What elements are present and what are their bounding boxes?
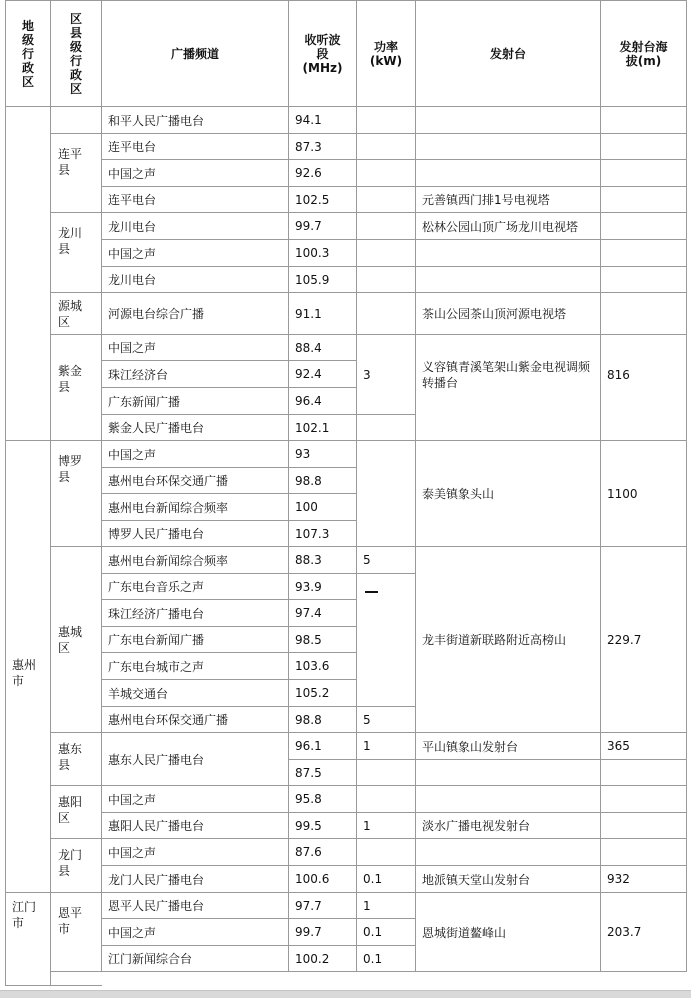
channel-cell: 江门新闻综合台	[102, 946, 289, 972]
freq-cell: 88.4	[289, 335, 357, 361]
freq-cell: 102.1	[289, 415, 357, 441]
altitude-cell: 932	[601, 866, 687, 893]
channel-cell: 中国之声	[102, 335, 289, 361]
channel-cell: 河源电台综合广播	[102, 293, 289, 335]
channel-cell: 广东电台城市之声	[102, 653, 289, 680]
station-cell: 茶山公园茶山顶河源电视塔	[416, 293, 601, 335]
power-cell: 5	[357, 707, 416, 733]
channel-cell: 中国之声	[102, 441, 289, 468]
power-cell: 0.1	[357, 866, 416, 893]
station-cell: 泰美镇象头山	[416, 441, 601, 547]
table-row	[6, 733, 687, 760]
channel-cell: 广东电台音乐之声	[102, 574, 289, 600]
county-cell-boluo: 博罗 县	[51, 441, 102, 547]
header-channel: 广播频道	[102, 1, 289, 107]
freq-cell: 97.4	[289, 600, 357, 627]
altitude-cell: 229.7	[601, 547, 687, 733]
power-cell: 1	[357, 813, 416, 839]
freq-cell: 97.7	[289, 893, 357, 919]
freq-cell: 99.7	[289, 213, 357, 240]
freq-cell: 100	[289, 494, 357, 521]
table-row	[6, 441, 687, 468]
power-cell-dash	[357, 574, 416, 707]
freq-cell: 100.6	[289, 866, 357, 893]
freq-cell: 99.7	[289, 919, 357, 946]
altitude-cell: 203.7	[601, 893, 687, 972]
header-power: 功率 (kW)	[357, 1, 416, 107]
county-cell-enping: 恩平 市	[51, 893, 102, 972]
table-row	[6, 267, 687, 293]
table-row	[6, 786, 687, 813]
freq-cell: 96.4	[289, 388, 357, 415]
channel-cell: 和平人民广播电台	[102, 107, 289, 134]
channel-cell: 龙川电台	[102, 213, 289, 240]
freq-cell: 88.3	[289, 547, 357, 574]
table-row	[6, 866, 687, 893]
channel-cell: 惠州电台环保交通广播	[102, 468, 289, 494]
county-cell-huidong: 惠东 县	[51, 733, 102, 786]
table-row	[6, 839, 687, 866]
region-cell-huizhou: 惠州 市	[6, 441, 51, 893]
table-row	[6, 293, 687, 335]
altitude-cell: 365	[601, 733, 687, 760]
table-row	[6, 107, 687, 134]
channel-cell: 羊城交通台	[102, 680, 289, 707]
header-altitude: 发射台海 拔(m)	[601, 1, 687, 107]
broadcast-table	[5, 0, 687, 986]
channel-cell: 龙川电台	[102, 267, 289, 293]
altitude-cell: 816	[601, 335, 687, 441]
channel-cell: 龙门人民广播电台	[102, 866, 289, 893]
freq-cell: 99.5	[289, 813, 357, 839]
county-cell-longchuan: 龙川 县	[51, 213, 102, 293]
header-region: 地 级 行 政 区	[6, 1, 51, 107]
header-station: 发射台	[416, 1, 601, 107]
table-row	[6, 160, 687, 187]
table-row	[6, 813, 687, 839]
channel-cell: 广东电台新闻广播	[102, 627, 289, 653]
header-freq: 收听波 段 (MHz)	[289, 1, 357, 107]
county-cell-lianping: 连平 县	[51, 134, 102, 213]
channel-cell: 恩平人民广播电台	[102, 893, 289, 919]
table-row	[6, 240, 687, 267]
channel-cell: 惠东人民广播电台	[102, 733, 289, 786]
freq-cell: 87.6	[289, 839, 357, 866]
freq-cell: 105.2	[289, 680, 357, 707]
channel-cell: 博罗人民广播电台	[102, 521, 289, 547]
channel-cell: 中国之声	[102, 839, 289, 866]
freq-cell: 98.5	[289, 627, 357, 653]
header-row	[6, 1, 687, 107]
table-row	[6, 335, 687, 361]
station-cell: 松林公园山顶广场龙川电视塔	[416, 213, 601, 240]
freq-cell: 93.9	[289, 574, 357, 600]
freq-cell: 107.3	[289, 521, 357, 547]
county-cell-huiyang: 惠阳 区	[51, 786, 102, 839]
freq-cell: 96.1	[289, 733, 357, 760]
freq-cell: 91.1	[289, 293, 357, 335]
channel-cell: 连平电台	[102, 134, 289, 160]
channel-cell: 珠江经济广播电台	[102, 600, 289, 627]
channel-cell: 惠阳人民广播电台	[102, 813, 289, 839]
freq-cell: 102.5	[289, 187, 357, 213]
county-cell-huicheng: 惠城 区	[51, 547, 102, 733]
table-row-partial	[6, 972, 687, 986]
freq-cell: 98.8	[289, 707, 357, 733]
station-cell: 元善镇西门排1号电视塔	[416, 187, 601, 213]
power-cell: 0.1	[357, 946, 416, 972]
station-cell: 恩城街道鳌峰山	[416, 893, 601, 972]
county-cell-zijin: 紫金 县	[51, 335, 102, 441]
channel-cell: 惠州电台环保交通广播	[102, 707, 289, 733]
channel-cell: 中国之声	[102, 240, 289, 267]
freq-cell: 98.8	[289, 468, 357, 494]
station-cell: 地派镇天堂山发射台	[416, 866, 601, 893]
power-cell: 0.1	[357, 919, 416, 946]
freq-cell: 92.4	[289, 361, 357, 388]
freq-cell: 95.8	[289, 786, 357, 813]
channel-cell: 广东新闻广播	[102, 388, 289, 415]
freq-cell: 100.3	[289, 240, 357, 267]
freq-cell: 93	[289, 441, 357, 468]
county-cell-empty	[51, 107, 102, 134]
station-cell: 义容镇青溪笔架山紫金电视调频转播台	[416, 335, 601, 441]
county-cell-longmen: 龙门 县	[51, 839, 102, 893]
header-county: 区 县 级 行 政 区	[51, 1, 102, 107]
channel-cell: 惠州电台新闻综合频率	[102, 547, 289, 574]
power-cell: 5	[357, 547, 416, 574]
power-cell: 1	[357, 733, 416, 760]
station-cell: 淡水广播电视发射台	[416, 813, 601, 839]
channel-cell: 连平电台	[102, 187, 289, 213]
region-cell-jiangmen: 江门 市	[6, 893, 51, 986]
channel-cell: 紫金人民广播电台	[102, 415, 289, 441]
station-cell: 平山镇象山发射台	[416, 733, 601, 760]
county-cell-yuancheng: 源城 区	[51, 293, 102, 335]
channel-cell: 中国之声	[102, 786, 289, 813]
freq-cell: 87.5	[289, 760, 357, 786]
table-row	[6, 547, 687, 574]
table-row	[6, 893, 687, 919]
freq-cell: 103.6	[289, 653, 357, 680]
table-row	[6, 187, 687, 213]
power-cell: 1	[357, 893, 416, 919]
freq-cell: 92.6	[289, 160, 357, 187]
channel-cell: 惠州电台新闻综合频率	[102, 494, 289, 521]
dash-mark	[365, 591, 378, 593]
freq-cell: 94.1	[289, 107, 357, 134]
power-cell: 3	[357, 335, 416, 415]
region-cell-empty	[6, 107, 51, 441]
freq-cell: 87.3	[289, 134, 357, 160]
freq-cell: 100.2	[289, 946, 357, 972]
table-row	[6, 134, 687, 160]
channel-cell: 珠江经济台	[102, 361, 289, 388]
channel-cell: 中国之声	[102, 919, 289, 946]
freq-cell: 105.9	[289, 267, 357, 293]
channel-cell: 中国之声	[102, 160, 289, 187]
table-row	[6, 213, 687, 240]
altitude-cell: 1100	[601, 441, 687, 547]
station-cell: 龙丰街道新联路附近高榜山	[416, 547, 601, 733]
